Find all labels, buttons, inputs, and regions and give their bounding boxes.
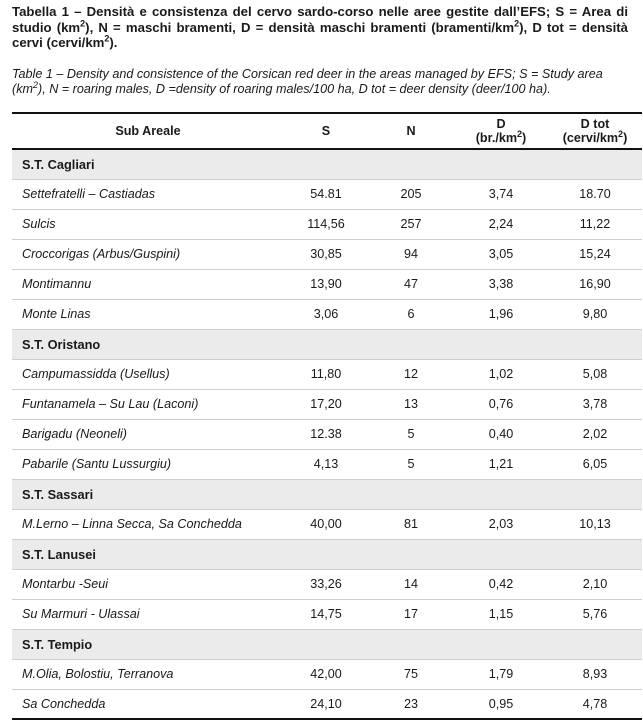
cell-dtot: 5,76 bbox=[548, 599, 642, 629]
cell-n: 94 bbox=[368, 239, 454, 269]
group-label: S.T. Lanusei bbox=[12, 539, 642, 569]
group-label: S.T. Cagliari bbox=[12, 149, 642, 179]
cell-n: 257 bbox=[368, 209, 454, 239]
cell-n: 205 bbox=[368, 179, 454, 209]
cell-s: 33,26 bbox=[284, 569, 368, 599]
cell-n: 23 bbox=[368, 689, 454, 719]
cell-dtot: 16,90 bbox=[548, 269, 642, 299]
cell-dtot: 11,22 bbox=[548, 209, 642, 239]
cell-n: 6 bbox=[368, 299, 454, 329]
table-row bbox=[12, 689, 642, 719]
cell-s: 42,00 bbox=[284, 659, 368, 689]
group-label: S.T. Tempio bbox=[12, 629, 642, 659]
table-body bbox=[12, 149, 642, 719]
cell-area-name: Pabarile (Santu Lussurgiu) bbox=[12, 449, 284, 479]
cell-area-name: Su Marmuri - Ulassai bbox=[12, 599, 284, 629]
cell-n: 5 bbox=[368, 419, 454, 449]
cell-s: 40,00 bbox=[284, 509, 368, 539]
table-row bbox=[12, 299, 642, 329]
table-row bbox=[12, 599, 642, 629]
cell-s: 24,10 bbox=[284, 689, 368, 719]
cell-d: 0,76 bbox=[454, 389, 548, 419]
cell-dtot: 8,93 bbox=[548, 659, 642, 689]
cell-d: 0,95 bbox=[454, 689, 548, 719]
table-row bbox=[12, 209, 642, 239]
header-sub-areale: Sub Areale bbox=[12, 113, 284, 149]
cell-area-name: Monte Linas bbox=[12, 299, 284, 329]
cell-area-name: Campumassidda (Usellus) bbox=[12, 359, 284, 389]
cell-s: 11,80 bbox=[284, 359, 368, 389]
cell-n: 17 bbox=[368, 599, 454, 629]
cell-dtot: 18.70 bbox=[548, 179, 642, 209]
cell-dtot: 5,08 bbox=[548, 359, 642, 389]
cell-dtot: 6,05 bbox=[548, 449, 642, 479]
caption-italian: Tabella 1 – Densità e consistenza del cervo sardo-corso nelle aree gestite dall’EFS; S = Area di studio $(km^2)$, N = maschi bramenti, D = densità maschi bramenti $(bramenti/km^2)$, D tot = densità cervi $(cervi/km^2)$. bbox=[12, 4, 628, 50]
cell-area-name: Montimannu bbox=[12, 269, 284, 299]
table-header-row bbox=[12, 113, 642, 149]
cell-n: 81 bbox=[368, 509, 454, 539]
cell-d: 3,38 bbox=[454, 269, 548, 299]
cell-s: 4,13 bbox=[284, 449, 368, 479]
table-row bbox=[12, 359, 642, 389]
cell-n: 13 bbox=[368, 389, 454, 419]
group-row bbox=[12, 539, 642, 569]
cell-d: 0,40 bbox=[454, 419, 548, 449]
header-s: S bbox=[284, 113, 368, 149]
group-row bbox=[12, 629, 642, 659]
cell-d: 0,42 bbox=[454, 569, 548, 599]
cell-area-name: Barigadu (Neoneli) bbox=[12, 419, 284, 449]
cell-d: 3,05 bbox=[454, 239, 548, 269]
table-row bbox=[12, 419, 642, 449]
cell-dtot: 9,80 bbox=[548, 299, 642, 329]
header-dtot: D tot $(cervi/km^2)$ bbox=[548, 113, 642, 149]
density-table bbox=[12, 112, 642, 720]
cell-dtot: 2,10 bbox=[548, 569, 642, 599]
table-row bbox=[12, 449, 642, 479]
table-row bbox=[12, 659, 642, 689]
header-n: N bbox=[368, 113, 454, 149]
cell-s: 54.81 bbox=[284, 179, 368, 209]
cell-n: 5 bbox=[368, 449, 454, 479]
cell-s: 114,56 bbox=[284, 209, 368, 239]
cell-n: 75 bbox=[368, 659, 454, 689]
cell-n: 14 bbox=[368, 569, 454, 599]
cell-d: 1,15 bbox=[454, 599, 548, 629]
cell-dtot: 2,02 bbox=[548, 419, 642, 449]
cell-n: 47 bbox=[368, 269, 454, 299]
cell-d: 3,74 bbox=[454, 179, 548, 209]
cell-dtot: 3,78 bbox=[548, 389, 642, 419]
table-row bbox=[12, 179, 642, 209]
cell-s: 17,20 bbox=[284, 389, 368, 419]
group-row bbox=[12, 479, 642, 509]
group-row bbox=[12, 149, 642, 179]
cell-area-name: M.Olia, Bolostiu, Terranova bbox=[12, 659, 284, 689]
cell-n: 12 bbox=[368, 359, 454, 389]
table-row bbox=[12, 269, 642, 299]
cell-dtot: 10,13 bbox=[548, 509, 642, 539]
cell-dtot: 4,78 bbox=[548, 689, 642, 719]
cell-s: 14,75 bbox=[284, 599, 368, 629]
cell-area-name: Sulcis bbox=[12, 209, 284, 239]
cell-area-name: M.Lerno – Linna Secca, Sa Conchedda bbox=[12, 509, 284, 539]
cell-d: 2,24 bbox=[454, 209, 548, 239]
cell-d: 1,79 bbox=[454, 659, 548, 689]
cell-s: 3,06 bbox=[284, 299, 368, 329]
cell-dtot: 15,24 bbox=[548, 239, 642, 269]
cell-d: 2,03 bbox=[454, 509, 548, 539]
cell-s: 30,85 bbox=[284, 239, 368, 269]
cell-d: 1,02 bbox=[454, 359, 548, 389]
table-row bbox=[12, 239, 642, 269]
caption-english: Table 1 – Density and consistence of the Corsican red deer in the areas managed by EFS; S = Study area $(km^2)$, N = roaring males, D =density of roaring males/100 ha, D tot = deer density (deer/100 ha). bbox=[12, 67, 603, 96]
cell-area-name: Sa Conchedda bbox=[12, 689, 284, 719]
table-row bbox=[12, 569, 642, 599]
group-label: S.T. Sassari bbox=[12, 479, 642, 509]
cell-d: 1,21 bbox=[454, 449, 548, 479]
table-row bbox=[12, 509, 642, 539]
table-row bbox=[12, 389, 642, 419]
cell-s: 13,90 bbox=[284, 269, 368, 299]
cell-s: 12.38 bbox=[284, 419, 368, 449]
cell-d: 1,96 bbox=[454, 299, 548, 329]
header-d: D $(br./km^2)$ bbox=[454, 113, 548, 149]
cell-area-name: Montarbu -Seui bbox=[12, 569, 284, 599]
cell-area-name: Settefratelli – Castiadas bbox=[12, 179, 284, 209]
cell-area-name: Funtanamela – Su Lau (Laconi) bbox=[12, 389, 284, 419]
cell-area-name: Croccorigas (Arbus/Guspini) bbox=[12, 239, 284, 269]
group-row bbox=[12, 329, 642, 359]
group-label: S.T. Oristano bbox=[12, 329, 642, 359]
